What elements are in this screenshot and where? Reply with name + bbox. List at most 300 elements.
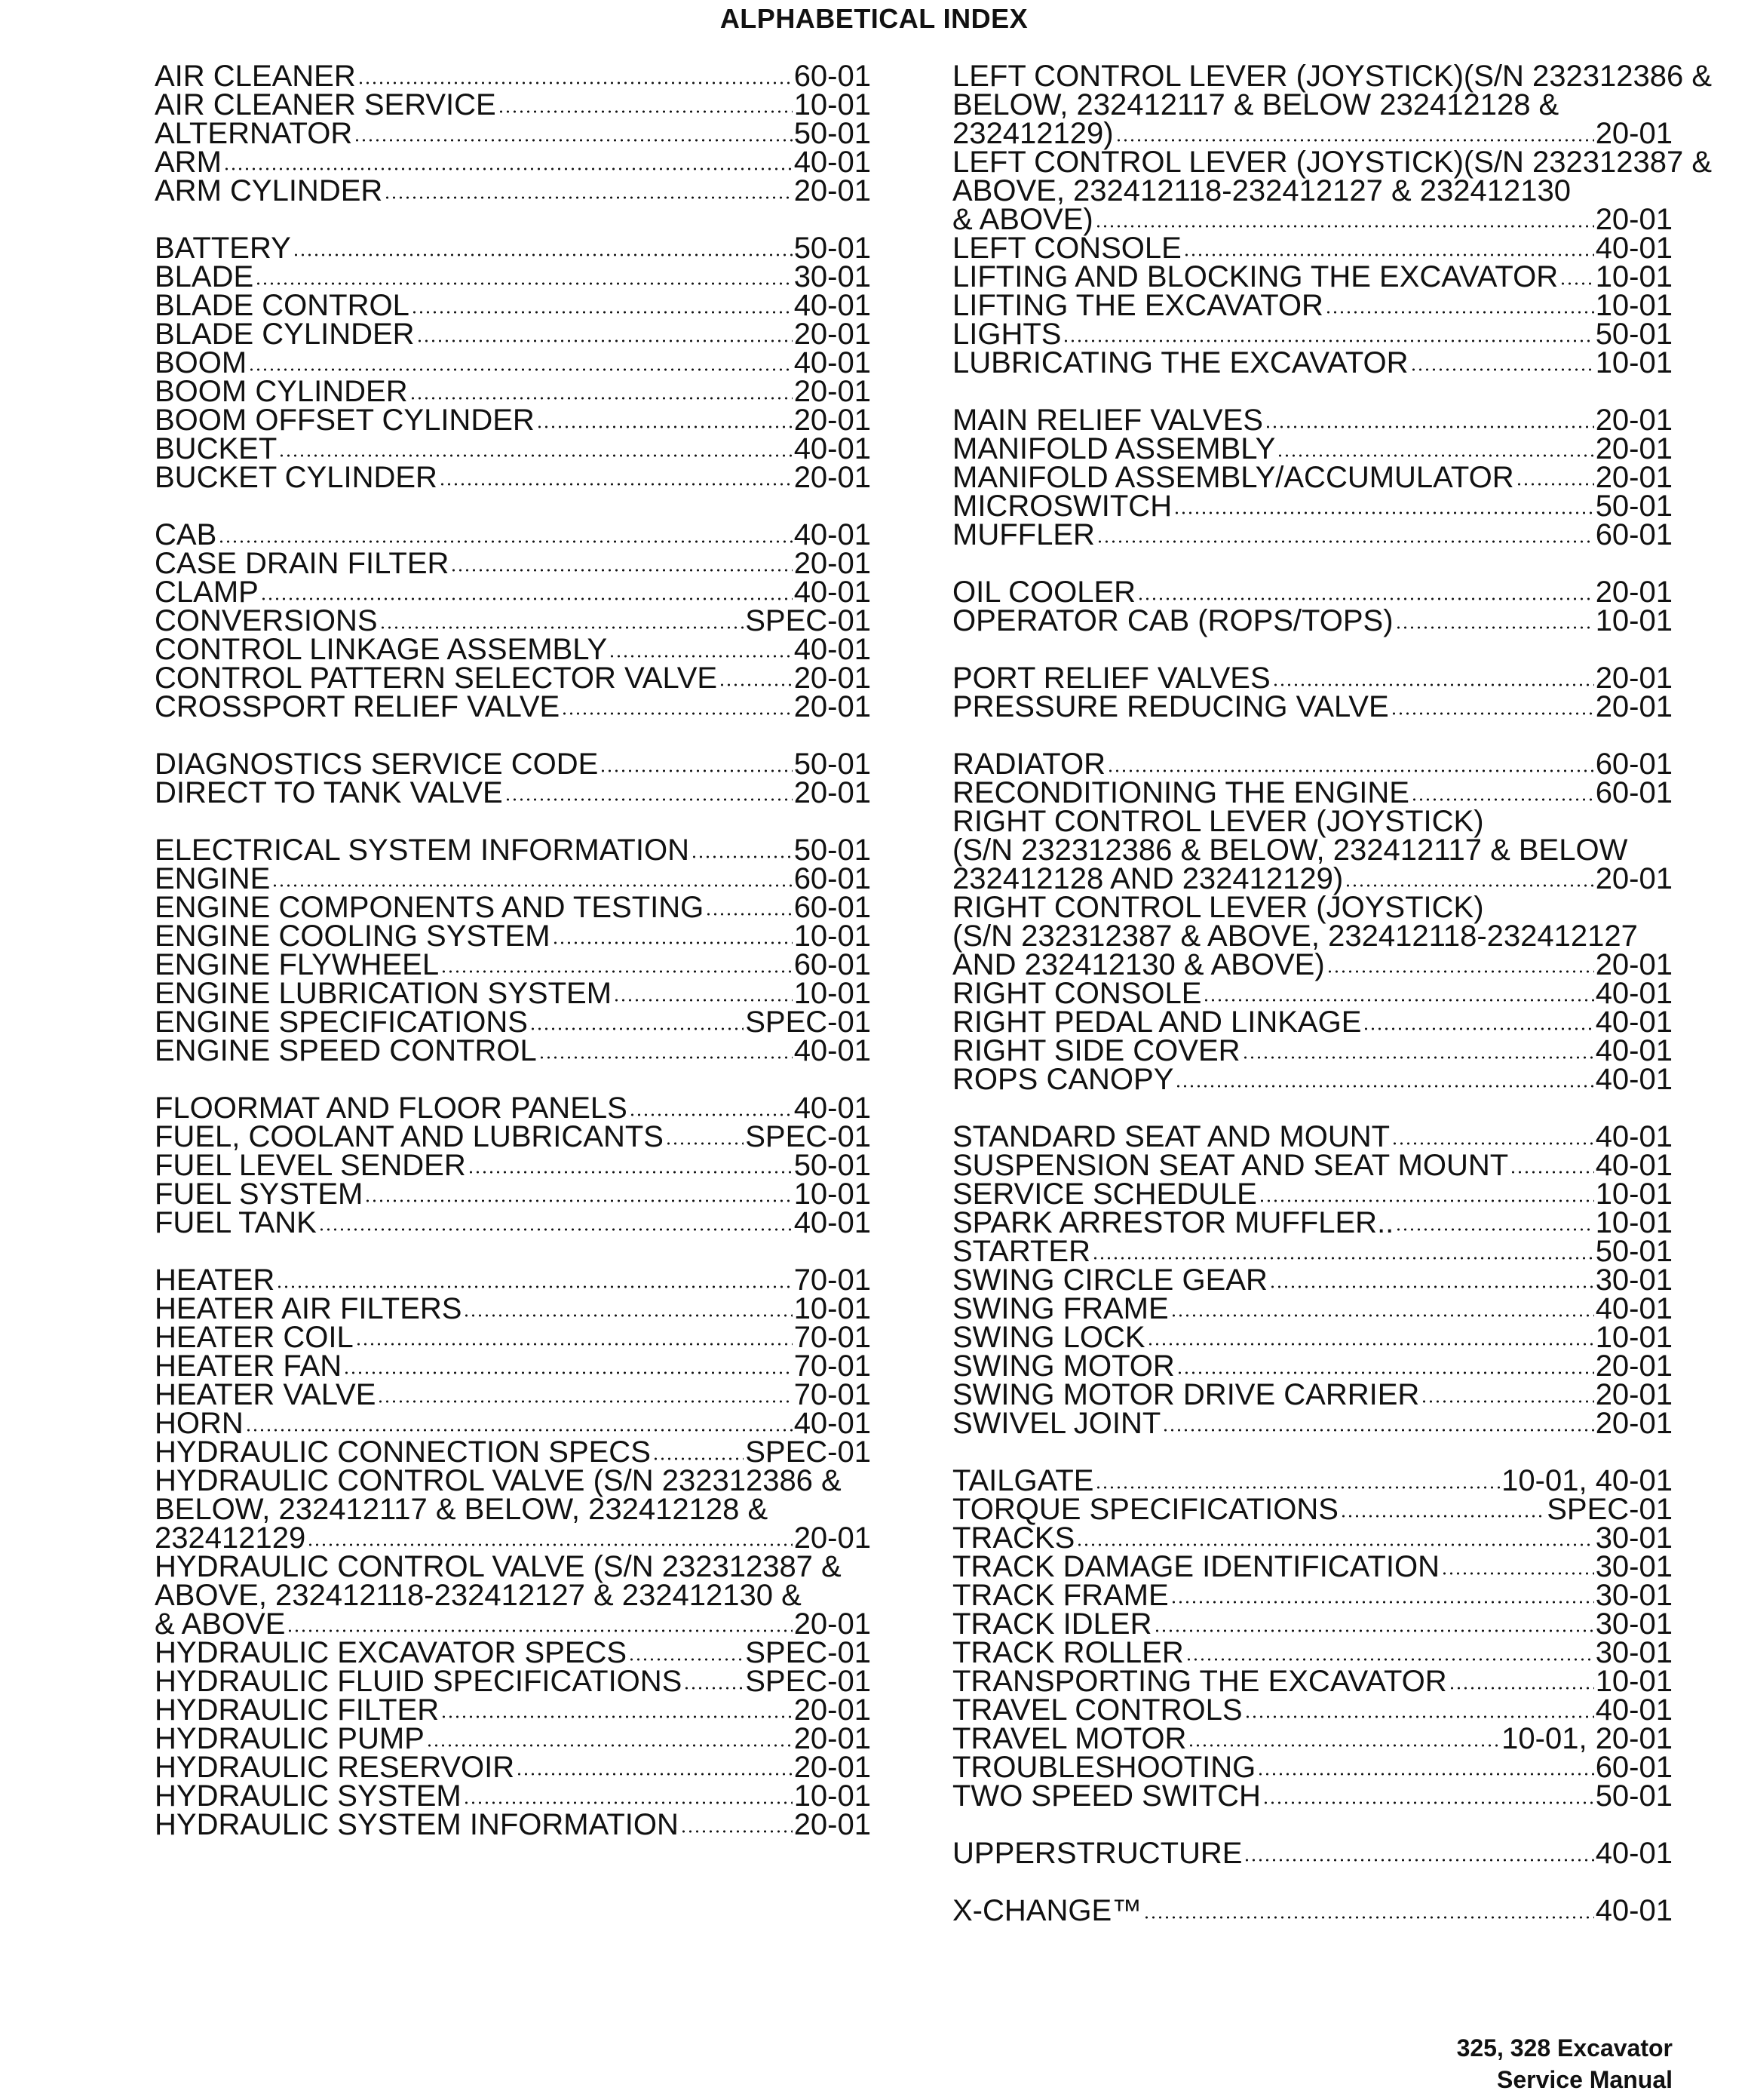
index-entry (155, 1091, 871, 1125)
index-entry-page: 20-01 (793, 1607, 871, 1641)
index-entry-page: 10-01 (793, 977, 871, 1010)
dot-leader (416, 323, 793, 344)
index-entry-name: CONTROL LINKAGE ASSEMBLY (155, 633, 608, 666)
dot-leader (1244, 1842, 1593, 1863)
dot-leader (1095, 208, 1594, 229)
index-entry (155, 62, 871, 91)
index-entry-name: CROSSPORT RELIEF VALVE (155, 690, 560, 723)
dot-leader (440, 953, 793, 975)
dot-leader (355, 1326, 793, 1347)
index-entry-page: 10-01 (793, 1779, 871, 1813)
index-entry-name: TRACK IDLER (952, 1607, 1152, 1641)
index-entry-continuation: ABOVE, 232412118-232412127 & 232412130 & (155, 1579, 802, 1612)
index-entry (155, 635, 871, 664)
index-entry-name: HYDRAULIC FLUID SPECIFICATIONS (155, 1665, 682, 1698)
index-entry-name: BLADE (155, 260, 254, 293)
index-entry-name: DIRECT TO TANK VALVE (155, 776, 503, 809)
index-entry-name: ARM CYLINDER (155, 174, 383, 207)
index-entry-continuation: LEFT CONTROL LEVER (JOYSTICK)(S/N 232312387 & (952, 146, 1713, 179)
dot-leader (1410, 352, 1594, 373)
index-entry (155, 262, 871, 291)
dot-leader (1242, 1039, 1594, 1061)
index-entry-page: 60-01 (793, 60, 871, 93)
index-entry-page: 40-01 (793, 1407, 871, 1440)
index-entry-page: 30-01 (793, 260, 871, 293)
dot-leader (1096, 523, 1594, 545)
index-entry-name: ENGINE FLYWHEEL (155, 948, 440, 981)
index-entry (155, 1122, 871, 1151)
index-entry-name: SWING FRAME (952, 1292, 1169, 1325)
index-entry-page: 40-01 (1595, 1063, 1673, 1096)
index-entry (155, 1005, 871, 1039)
dot-leader (411, 294, 793, 315)
index-entry (952, 1667, 1673, 1696)
index-entry (155, 778, 871, 807)
index-entry-name: HEATER VALVE (155, 1378, 376, 1411)
index-entry (155, 920, 871, 953)
index-entry (952, 1151, 1673, 1180)
dot-leader (223, 151, 793, 172)
index-entry-name: TAILGATE (952, 1464, 1094, 1497)
index-entry-name: CONTROL PATTERN SELECTOR VALVE (155, 662, 718, 695)
index-entry-name: TRANSPORTING THE EXCAVATOR (952, 1665, 1447, 1698)
index-entry-page: 60-01 (793, 862, 871, 895)
index-entry-page: 40-01 (793, 146, 871, 179)
index-entry-page: 10-01 (793, 920, 871, 953)
index-entry (952, 1839, 1673, 1868)
index-entry-name: OIL COOLER (952, 576, 1136, 609)
dot-leader (260, 581, 793, 602)
index-entry (155, 864, 871, 893)
dot-leader (1269, 1269, 1594, 1290)
index-entry-page: 70-01 (793, 1349, 871, 1383)
dot-leader (1395, 609, 1594, 631)
index-entry-page: 40-01 (1595, 232, 1673, 265)
index-entry-continuation: (S/N 232312386 & BELOW, 232412117 & BELOW (952, 834, 1628, 867)
dot-leader (1170, 1584, 1594, 1605)
index-entry (952, 778, 1673, 807)
index-entry-name: HEATER FAN (155, 1349, 342, 1383)
index-entry-page: 60-01 (793, 948, 871, 981)
index-entry-name: HEATER COIL (155, 1321, 354, 1354)
dot-leader (1173, 495, 1594, 516)
index-entry-name: HEATER (155, 1263, 275, 1297)
index-entry-name: LUBRICATING THE EXCAVATOR (952, 346, 1409, 379)
index-entry (952, 1607, 1673, 1641)
index-entry (952, 1581, 1673, 1610)
index-entry-name: TRAVEL MOTOR (952, 1722, 1187, 1755)
dot-leader (628, 1641, 744, 1662)
dot-leader (529, 1011, 744, 1032)
index-entry-page: 60-01 (793, 891, 871, 924)
dot-leader (463, 1785, 793, 1806)
index-entry-name: CLAMP (155, 576, 259, 609)
dot-leader (1516, 466, 1594, 487)
index-entry-page: 20-01 (1595, 432, 1673, 465)
index-entry-page: 20-01 (793, 1693, 871, 1727)
index-entry-name: RADIATOR (952, 748, 1106, 781)
index-entry-page: 20-01 (1595, 1349, 1673, 1383)
index-entry (155, 834, 871, 867)
index-entry (952, 1036, 1673, 1065)
index-entry-page: 20-01 (1595, 203, 1673, 236)
index-entry-page: 40-01 (1595, 1837, 1673, 1870)
index-entry-name: RIGHT SIDE COVER (952, 1034, 1240, 1067)
dot-leader (1107, 753, 1594, 774)
dot-leader (691, 839, 793, 860)
index-entry-name: HYDRAULIC SYSTEM (155, 1779, 462, 1813)
index-entry (952, 807, 1673, 893)
index-entry-name: ENGINE SPEED CONTROL (155, 1034, 537, 1067)
index-entry-name: TRAVEL CONTROLS (952, 1693, 1243, 1727)
page-title: ALPHABETICAL INDEX (719, 3, 1029, 34)
index-entry-name: AND 232412130 & ABOVE) (952, 948, 1325, 981)
index-entry-name: BOOM (155, 346, 247, 379)
dot-leader (683, 1670, 744, 1691)
index-entry-name: SWING MOTOR DRIVE CARRIER (952, 1378, 1420, 1411)
index-entry-page: 40-01 (793, 1091, 871, 1125)
index-entry-name: FUEL LEVEL SENDER (155, 1149, 466, 1182)
dot-leader (719, 667, 793, 688)
index-entry-page: 40-01 (793, 1034, 871, 1067)
index-entry (952, 1495, 1673, 1524)
index-entry (155, 692, 871, 721)
index-entry-name: ROPS CANOPY (952, 1063, 1174, 1096)
index-entry-name: BATTERY (155, 232, 291, 265)
index-entry (155, 1693, 871, 1727)
index-entry (952, 463, 1673, 492)
index-entry-name: FLOORMAT AND FLOOR PANELS (155, 1091, 627, 1125)
index-entry (155, 318, 871, 351)
dot-leader (409, 380, 793, 401)
index-entry-continuation: HYDRAULIC CONTROL VALVE (S/N 232312387 & (155, 1550, 842, 1583)
index-entry-continuation: ABOVE, 232412118-232412127 & 232412130 (952, 174, 1571, 207)
index-entry (155, 434, 871, 463)
index-entry-name: ARM (155, 146, 222, 179)
dot-leader (561, 695, 792, 717)
index-entry (952, 1638, 1673, 1667)
index-entry-name: SWING CIRCLE GEAR (952, 1263, 1268, 1297)
index-entry-continuation: HYDRAULIC CONTROL VALVE (S/N 232312386 & (155, 1464, 842, 1497)
index-entry-name: MUFFLER (952, 518, 1095, 551)
index-entry-name: CASE DRAIN FILTER (155, 547, 449, 580)
dot-leader (1265, 409, 1594, 430)
dot-leader (552, 925, 793, 946)
index-entry-name: SERVICE SCHEDULE (952, 1177, 1257, 1211)
index-entry-name: HYDRAULIC FILTER (155, 1693, 440, 1727)
dot-leader (271, 867, 792, 889)
index-entry (155, 1208, 871, 1237)
index-entry (952, 893, 1673, 979)
index-entry (952, 1896, 1673, 1925)
index-entry-page: 20-01 (793, 461, 871, 494)
index-entry-name: DIAGNOSTICS SERVICE CODE (155, 748, 599, 781)
index-entry-page: 30-01 (1595, 1579, 1673, 1612)
dot-leader (450, 552, 792, 573)
index-entry-page: 10-01 (1595, 1206, 1673, 1239)
index-entry-name: RIGHT PEDAL AND LINKAGE (952, 1005, 1362, 1039)
dot-leader (218, 523, 792, 545)
index-entry-name: HYDRAULIC SYSTEM INFORMATION (155, 1808, 679, 1841)
index-entry-name: ELECTRICAL SYSTEM INFORMATION (155, 834, 689, 867)
index-entry-name: SPARK ARRESTOR MUFFLER.. (952, 1206, 1394, 1239)
index-entry-name: ALTERNATOR (155, 117, 353, 150)
index-entry (952, 1323, 1673, 1352)
index-entry-name: HORN (155, 1407, 244, 1440)
footer (1457, 2032, 1673, 2095)
index-entry-page: SPEC-01 (745, 1665, 871, 1698)
index-entry (155, 88, 871, 121)
index-entry-name: TRACKS (952, 1521, 1075, 1555)
index-entry-continuation: RIGHT CONTROL LEVER (JOYSTICK) (952, 891, 1484, 924)
dot-leader (1092, 1240, 1594, 1261)
dot-leader (1115, 122, 1594, 143)
index-entry-page: 50-01 (1595, 490, 1673, 523)
index-entry-name: FUEL, COOLANT AND LUBRICANTS (155, 1120, 664, 1153)
index-entry-name: CAB (155, 518, 217, 551)
index-entry-page: 50-01 (793, 117, 871, 150)
index-entry-name: HYDRAULIC CONNECTION SPECS (155, 1435, 651, 1469)
index-entry-name: HYDRAULIC RESERVOIR (155, 1751, 515, 1784)
index-entry (155, 1810, 871, 1839)
index-entry-page: 40-01 (793, 576, 871, 609)
index-entry-page: 20-01 (793, 1751, 871, 1784)
index-entry-page: 50-01 (1595, 318, 1673, 351)
index-entry (155, 520, 871, 549)
index-entry-page: 40-01 (1595, 1149, 1673, 1182)
index-entry-name: UPPERSTRUCTURE (952, 1837, 1243, 1870)
dot-leader (1095, 1469, 1500, 1491)
index-entry-page: 20-01 (1595, 461, 1673, 494)
index-entry-continuation: BELOW, 232412117 & BELOW 232412128 & (952, 88, 1559, 121)
dot-leader (1345, 867, 1593, 889)
index-entry (155, 1550, 871, 1641)
index-left-column (155, 62, 871, 1839)
index-entry (952, 1294, 1673, 1323)
dot-leader (1076, 1527, 1593, 1548)
index-entry (155, 404, 871, 437)
index-entry (952, 1753, 1673, 1782)
dot-leader (1395, 1211, 1593, 1233)
index-entry (155, 576, 871, 609)
index-entry-page: 70-01 (793, 1263, 871, 1297)
index-entry-page: 10-01 (1595, 1321, 1673, 1354)
index-entry (155, 748, 871, 781)
index-entry-name: & ABOVE (155, 1607, 286, 1641)
index-entry (155, 606, 871, 635)
index-entry-name: STANDARD SEAT AND MOUNT (952, 1120, 1391, 1153)
dot-leader (1510, 1154, 1594, 1175)
index-entry-page: 60-01 (1595, 1751, 1673, 1784)
index-entry-name: TRACK ROLLER (952, 1636, 1184, 1669)
index-entry (952, 1724, 1673, 1753)
dot-leader (1363, 1011, 1593, 1032)
index-entry (155, 1323, 871, 1352)
index-entry-name: AIR CLEANER (155, 60, 356, 93)
dot-leader (1272, 667, 1594, 688)
index-entry-page: 50-01 (793, 1149, 871, 1182)
index-entry (155, 950, 871, 979)
index-entry-page: 20-01 (793, 318, 871, 351)
index-entry-page: 10-01, 40-01 (1501, 1464, 1673, 1497)
index-entry-page: 50-01 (1595, 1235, 1673, 1268)
dot-leader (1559, 266, 1594, 287)
dot-leader (318, 1211, 793, 1233)
dot-leader (287, 1613, 792, 1634)
index-entry (155, 463, 871, 492)
index-entry (952, 1552, 1673, 1581)
dot-leader (1262, 1785, 1594, 1806)
index-entry (155, 119, 871, 148)
dot-leader (1143, 1899, 1594, 1920)
index-entry-name: BOOM OFFSET CYLINDER (155, 404, 535, 437)
dot-leader (255, 266, 793, 287)
dot-leader (516, 1756, 793, 1777)
index-entry-name: 232412129) (952, 117, 1114, 150)
dot-leader (1175, 1068, 1593, 1089)
index-entry-page: 20-01 (1595, 1407, 1673, 1440)
dot-leader (343, 1355, 793, 1376)
index-entry-page: 40-01 (1595, 1120, 1673, 1153)
index-entry-page: 40-01 (793, 633, 871, 666)
index-entry-name: X-CHANGE™ (952, 1894, 1142, 1927)
index-entry (952, 1237, 1673, 1266)
index-entry (952, 692, 1673, 721)
index-entry-name: 232412128 AND 232412129) (952, 862, 1344, 895)
index-entry (155, 1380, 871, 1409)
dot-leader (1176, 1355, 1594, 1376)
index-entry-page: 70-01 (793, 1378, 871, 1411)
index-entry (155, 291, 871, 320)
index-entry-continuation: (S/N 232312387 & ABOVE, 232412118-232412127 (952, 920, 1638, 953)
dot-leader (354, 122, 792, 143)
index-entry (155, 174, 871, 207)
dot-leader (1162, 1412, 1593, 1433)
dot-leader (357, 65, 793, 86)
index-entry-name: ENGINE COMPONENTS AND TESTING (155, 891, 704, 924)
index-entry (155, 1036, 871, 1065)
index-entry (952, 318, 1673, 351)
dot-leader (276, 1269, 792, 1290)
index-entry (952, 434, 1673, 463)
index-entry-name: TRACK FRAME (952, 1579, 1169, 1612)
index-entry-name: MANIFOLD ASSEMBLY/ACCUMULATOR (952, 461, 1514, 494)
dot-leader (652, 1441, 744, 1462)
dot-leader (307, 1527, 792, 1548)
dot-leader (379, 609, 744, 631)
index-entry-page: 40-01 (1595, 1894, 1673, 1927)
index-entry (952, 1409, 1673, 1438)
index-entry-name: STARTER (952, 1235, 1090, 1268)
index-entry (155, 1638, 871, 1667)
dot-leader (377, 1383, 792, 1405)
index-entry-name: PRESSURE REDUCING VALVE (952, 690, 1389, 723)
index-entry-name: BLADE CONTROL (155, 289, 409, 322)
dot-leader (1188, 1727, 1500, 1748)
index-entry (155, 1753, 871, 1782)
footer-model: 325, 328 Excavator (1456, 2034, 1673, 2062)
index-entry-name: FUEL TANK (155, 1206, 317, 1239)
dot-leader (1449, 1670, 1594, 1691)
index-entry-page: 40-01 (1595, 1005, 1673, 1039)
index-entry-page: 20-01 (1595, 948, 1673, 981)
index-entry-page: 60-01 (1595, 518, 1673, 551)
index-entry (952, 979, 1673, 1008)
index-entry (952, 1263, 1673, 1297)
index-entry-page: 10-01 (793, 1177, 871, 1211)
index-entry-page: 40-01 (1595, 977, 1673, 1010)
index-entry-name: FUEL SYSTEM (155, 1177, 363, 1211)
index-entry-name: & ABOVE) (952, 203, 1093, 236)
index-entry-page: 40-01 (1595, 1034, 1673, 1067)
dot-leader (1203, 982, 1593, 1003)
index-entry (952, 1122, 1673, 1151)
dot-leader (440, 1699, 793, 1720)
index-entry-page: 20-01 (793, 174, 871, 207)
dot-leader (1391, 1125, 1594, 1147)
index-entry-page: 20-01 (1595, 404, 1673, 437)
index-entry-page: SPEC-01 (745, 1005, 871, 1039)
index-entry-page: 20-01 (793, 404, 871, 437)
index-entry-page: SPEC-01 (745, 1636, 871, 1669)
index-entry-name: LIFTING THE EXCAVATOR (952, 289, 1323, 322)
dot-leader (1244, 1699, 1594, 1720)
index-entry-page: SPEC-01 (745, 604, 871, 637)
index-entry-page: 20-01 (1595, 117, 1673, 150)
dot-leader (504, 781, 793, 803)
index-entry (155, 1409, 871, 1438)
index-entry-name: TWO SPEED SWITCH (952, 1779, 1261, 1813)
index-entry-page: 30-01 (1595, 1263, 1673, 1297)
dot-leader (705, 896, 792, 917)
index-entry (155, 1151, 871, 1180)
index-entry-page: 20-01 (793, 375, 871, 408)
dot-leader (463, 1297, 792, 1319)
index-entry-name: PORT RELIEF VALVES (952, 662, 1271, 695)
index-entry (952, 1208, 1673, 1237)
dot-leader (278, 438, 792, 459)
index-entry-page: 20-01 (793, 547, 871, 580)
index-entry-page: 40-01 (793, 289, 871, 322)
index-entry-page: 30-01 (1595, 1607, 1673, 1641)
index-entry-name: 232412129 (155, 1521, 306, 1555)
index-entry-page: 30-01 (1595, 1550, 1673, 1583)
index-entry-page: 50-01 (1595, 1779, 1673, 1813)
index-entry (952, 662, 1673, 695)
dot-leader (468, 1154, 793, 1175)
index-entry (952, 1521, 1673, 1555)
index-entry-page: 20-01 (793, 662, 871, 695)
dot-leader (293, 237, 793, 258)
index-entry-page: 20-01 (1595, 690, 1673, 723)
index-entry-page: 10-01 (793, 1292, 871, 1325)
dot-leader (536, 409, 793, 430)
index-entry-page: 30-01 (1595, 1521, 1673, 1555)
dot-leader (1147, 1326, 1594, 1347)
index-entry (952, 1349, 1673, 1383)
index-entry (952, 60, 1713, 150)
index-entry (952, 1693, 1673, 1727)
index-entry (155, 232, 871, 265)
dot-leader (609, 638, 793, 659)
dot-leader (1421, 1383, 1593, 1405)
index-entry (952, 1779, 1673, 1813)
dot-leader (1063, 323, 1593, 344)
dot-leader (1325, 294, 1594, 315)
index-entry-page: 40-01 (1595, 1292, 1673, 1325)
dot-leader (613, 982, 793, 1003)
index-entry-page: SPEC-01 (745, 1435, 871, 1469)
